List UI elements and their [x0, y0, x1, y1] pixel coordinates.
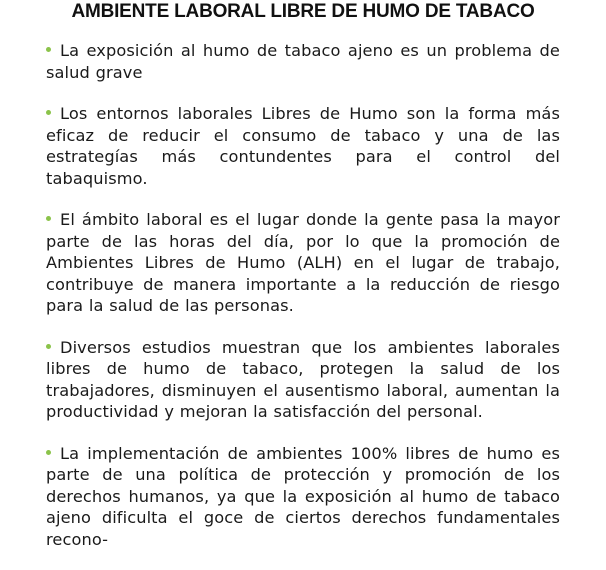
paragraph-text: Diversos estudios muestran que los ambientes laborales libres de humo de tabaco, protegen la salud de los trabajadores, disminuyen el ausentismo laboral, aumentan la productividad y mejoran la satisfacción del personal. — [46, 337, 560, 421]
paragraph-2 — [46, 103, 560, 189]
document-title: AMBIENTE LABORAL LIBRE DE HUMO DE TABACO — [71, 1, 535, 22]
bullet-icon — [46, 47, 51, 52]
paragraph-text: La implementación de ambientes 100% libres de humo es parte de una política de protección y promoción de los derechos humanos, ya que la exposición al humo de tabaco ajeno dificulta el goce de ciertos derechos fundamentales recono- — [46, 443, 560, 549]
paragraph-text: Los entornos laborales Libres de Humo son la forma más eficaz de reducir el consumo de tabaco y una de las estrategías más contundentes para el control del tabaquismo. — [46, 104, 560, 188]
bullet-icon — [46, 110, 51, 115]
bullet-icon — [46, 216, 51, 221]
document-body — [46, 40, 560, 570]
paragraph-1 — [46, 40, 560, 83]
paragraph-3 — [46, 209, 560, 317]
paragraph-text: El ámbito laboral es el lugar donde la gente pasa la mayor parte de las horas del día, por lo que la promoción de Ambientes Libres de Humo (ALH) en el lugar de trabajo, contribuye de manera importante a la reducción de riesgo para la salud de las personas. — [46, 210, 560, 315]
paragraph-4 — [46, 337, 560, 423]
paragraph-text: La exposición al humo de tabaco ajeno es un problema de salud grave — [46, 41, 560, 82]
paragraph-5 — [46, 443, 560, 551]
bullet-icon — [46, 450, 51, 455]
bullet-icon — [46, 344, 51, 349]
